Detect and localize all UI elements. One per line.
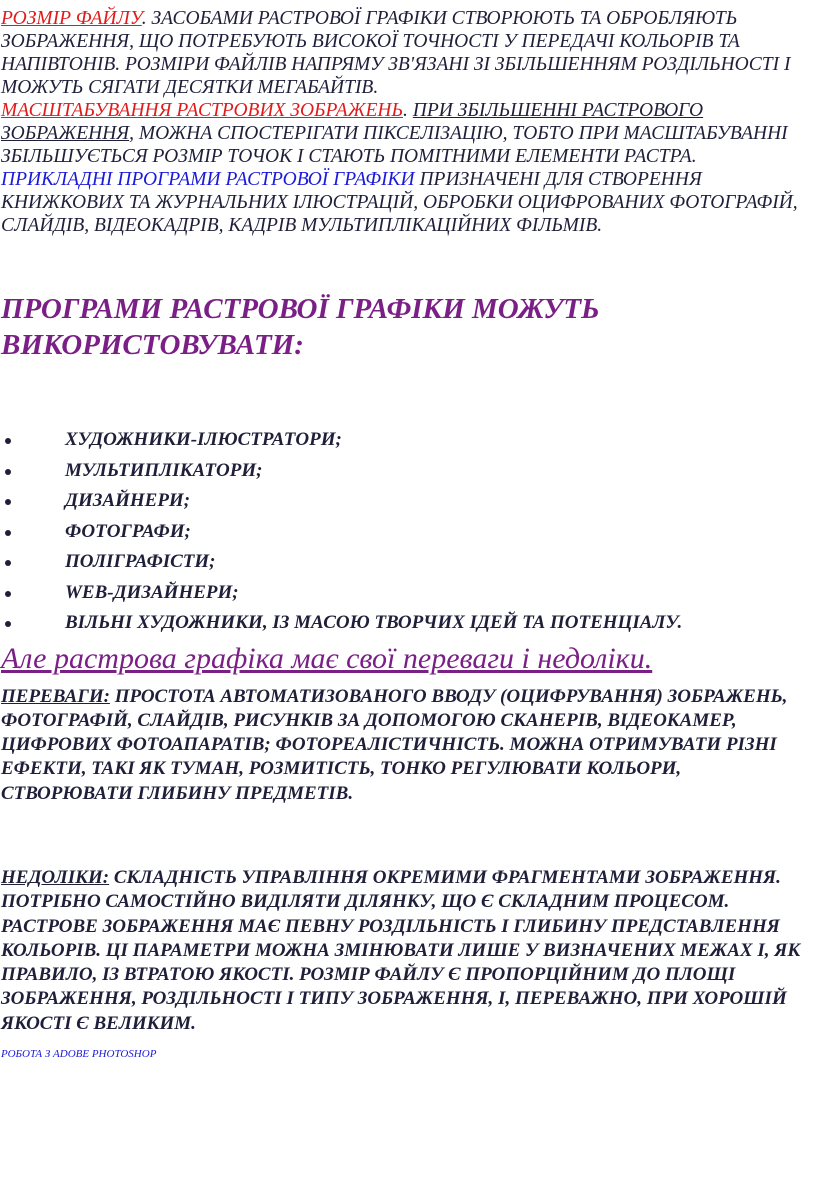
pros-paragraph [0,685,812,806]
list-item [0,578,812,609]
scaling-underlined: ПРИ ЗБІЛЬШЕННІ РАСТРОВОГО ЗОБРАЖЕННЯ [1,100,704,144]
pros-text: ПРОСТОТА АВТОМАТИЗОВАНОГО ВВОДУ (ОЦИФРУВАННЯ) ЗОБРАЖЕНЬ, ФОТОГРАФІЙ, СЛАЙДІВ, РИСУНКІВ ЗА ДОПОМОГОЮ СКАНЕРІВ, ВІДЕОКАМЕР, ЦИФРОВИХ ФОТОАПАРАТІВ; ФОТОРЕАЛІСТИЧНІСТЬ. МОЖНА ОТРИМУВАТИ РІЗНІ ЕФЕКТИ, ТАКІ ЯК ТУМАН, РОЗМИТІСТЬ, ТОНКО РЕГУЛЮВАТИ КОЛЬОРИ, СТВОРЮВАТИ ГЛИБИНУ ПРЕДМЕТІВ. [1,685,788,804]
applied-label: ПРИКЛАДНІ ПРОГРАМИ РАСТРОВОЇ ГРАФІКИ [1,169,415,190]
list-item-text: ДИЗАЙНЕРИ; [65,490,191,511]
list-item [0,456,812,487]
scaling-paragraph [1,99,812,168]
footer-caption: РОБОТА З ADOBE PHOTOSHOP [1,1048,157,1061]
list-item-text: ХУДОЖНИКИ-ІЛЮСТРАТОРИ; [65,429,342,450]
list-item-text: ФОТОГРАФИ; [65,520,191,542]
cons-text: СКЛАДНІСТЬ УПРАВЛІННЯ ОКРЕМИМИ ФРАГМЕНТАМИ ЗОБРАЖЕННЯ. ПОТРІБНО САМОСТІЙНО ВИДІЛЯТИ ДІЛЯНКУ, ЩО Є СКЛАДНИМ ПРОЦЕСОМ. РАСТРОВЕ ЗОБРАЖЕННЯ МАЄ ПЕВНУ РОЗДІЛЬНІСТЬ І ГЛИБИНУ ПРЕДСТАВЛЕННЯ КОЛЬОРІВ. ЦІ ПАРАМЕТРИ МОЖНА ЗМІНЮВАТИ ЛИШЕ У ВИЗНАЧЕНИХ МЕЖАХ І, ЯК ПРАВИЛО, ІЗ ВТРАТОЮ ЯКОСТІ. РОЗМІР ФАЙЛУ Є ПРОПОРЦІЙНИМ ДО ПЛОЩІ ЗОБРАЖЕННЯ, РОЗДІЛЬНОСТІ І ТИПУ ЗОБРАЖЕННЯ, І, ПЕРЕВАЖНО, ПРИ ХОРОШІЙ ЯКОСТІ Є ВЕЛИКИМ. [1,866,801,1034]
list-item [0,608,812,639]
list-item [0,547,812,578]
list-item-text: МУЛЬТИПЛІКАТОРИ; [65,459,263,481]
bullet-icon [5,621,11,627]
scaling-label: МАСШТАБУВАННЯ РАСТРОВИХ ЗОБРАЖЕНЬ [1,100,404,121]
file-size-paragraph [1,7,812,99]
bullet-icon [5,560,11,566]
applied-text: ПРИЗНАЧЕНІ ДЛЯ СТВОРЕННЯ КНИЖКОВИХ ТА ЖУРНАЛЬНИХ ІЛЮСТРАЦІЙ, ОБРОБКИ ОЦИФРОВАНИХ ФОТОГРАФІЙ, СЛАЙДІВ, ВІДЕОКАДРІВ, КАДРІВ МУЛЬТИПЛІКАЦІЙНИХ ФІЛЬМІВ. [1,169,798,236]
bullet-icon [5,469,11,475]
users-list [0,425,812,639]
bullet-icon [5,499,11,505]
users-heading: ПРОГРАМИ РАСТРОВОЇ ГРАФІКИ МОЖУТЬ ВИКОРИСТОВУВАТИ: [1,293,600,361]
pros-label: ПЕРЕВАГИ: [1,685,110,707]
file-size-text: ЗАСОБАМИ РАСТРОВОЇ ГРАФІКИ СТВОРЮЮТЬ ТА ОБРОБЛЯЮТЬ ЗОБРАЖЕННЯ, ЩО ПОТРЕБУЮТЬ ВИСОКОЇ ТОЧНОСТІ У ПЕРЕДАЧІ КОЛЬОРІВ ТА НАПІВТОНІВ. РОЗМІРИ ФАЙЛІВ НАПРЯМУ ЗВ'ЯЗАНІ ЗІ ЗБІЛЬШЕННЯМ РОЗДІЛЬНОСТІ І МОЖУТЬ СЯГАТИ ДЕСЯТКИ МЕГАБАЙТІВ. [1,8,791,98]
list-item-text: ПОЛІГРАФІСТИ; [65,551,216,572]
applied-paragraph [1,168,812,237]
file-size-label: РОЗМІР ФАЙЛУ [1,8,142,29]
pros-cons-slogan: Але растрова графіка має свої переваги і недоліки. [1,641,653,675]
scaling-text: , МОЖНА СПОСТЕРІГАТИ ПІКСЕЛІЗАЦІЮ, ТОБТО ПРИ МАСШТАБУВАННІ ЗБІЛЬШУЄТЬСЯ РОЗМІР ТОЧОК І СТАЮТЬ ПОМІТНИМИ ЕЛЕМЕНТИ РАСТРА. [1,123,788,167]
intro-section [0,7,812,237]
list-item [0,425,812,456]
file-size-sep: . [141,8,147,29]
scaling-sep: . [403,100,413,121]
cons-paragraph [0,866,812,1036]
list-item [0,486,812,517]
bullet-icon [5,591,11,597]
list-item-text: ВІЛЬНІ ХУДОЖНИКИ, ІЗ МАСОЮ ТВОРЧИХ ІДЕЙ ТА ПОТЕНЦІАЛУ. [65,612,683,633]
bullet-icon [5,530,11,536]
bullet-icon [5,438,11,444]
list-item [0,517,812,548]
list-item-text: WEB-ДИЗАЙНЕРИ; [65,581,239,603]
cons-label: НЕДОЛІКИ: [1,866,110,888]
